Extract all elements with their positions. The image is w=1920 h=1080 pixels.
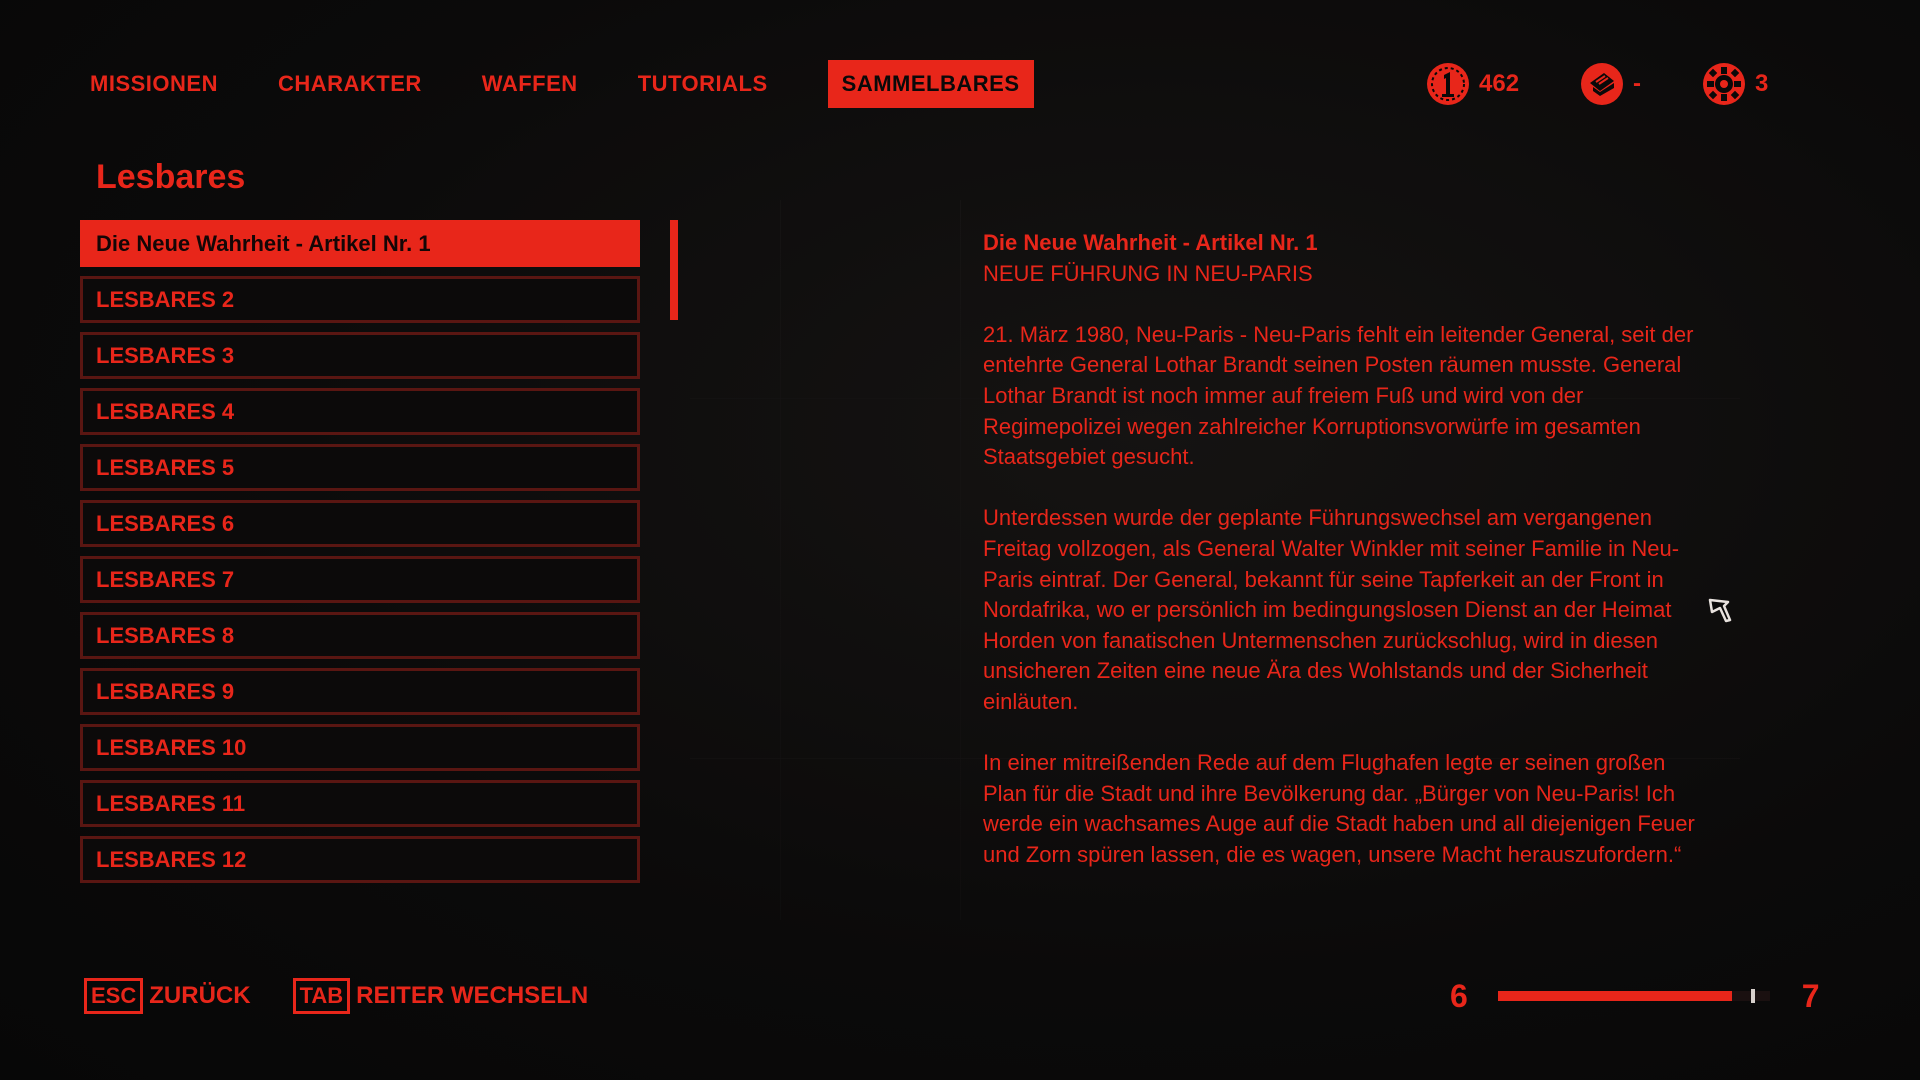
tab-waffen[interactable]: WAFFEN [481, 71, 578, 96]
list-item-readable-1[interactable]: Die Neue Wahrheit - Artikel Nr. 1 [80, 220, 640, 267]
article-paragraph: Unterdessen wurde der geplante Führungswechsel am vergangenen Freitag vollzogen, als General Walter Winkler mit seiner Familie in Neu-Paris eintraf. Der General, bekannt für seine Tapferkeit an der Front in Nordafrika, wo er persönlich im bedingungslosen Dienst an der Heimat Horden von fanatischen Untermenschen zurückschlug, wird in diesen unsicheren Zeiten eine neue Ära des Wohlstands und der Sicherheit einläuten. [983, 505, 1680, 714]
list-item-readable-6[interactable]: LESBARES 6 [80, 500, 640, 547]
upgrade-kit-icon [1579, 61, 1625, 107]
background-grid-line [780, 200, 781, 920]
xp-progress-fill [1498, 991, 1732, 1001]
top-tab-bar [76, 60, 1066, 108]
background-grid-line [960, 200, 961, 920]
gear-icon [1701, 61, 1747, 107]
article-panel [983, 228, 1703, 901]
upgrade-kit-counter [1579, 61, 1641, 107]
esc-key-badge[interactable]: ESC [84, 978, 143, 1014]
list-item-readable-7[interactable]: LESBARES 7 [80, 556, 640, 603]
tab-missionen[interactable]: MISSIONEN [90, 71, 218, 96]
perk-counter [1701, 61, 1768, 107]
next-level: 7 [1801, 977, 1820, 1014]
current-level: 6 [1450, 977, 1468, 1014]
list-item-readable-9[interactable]: LESBARES 9 [80, 668, 640, 715]
list-item-readable-2[interactable]: LESBARES 2 [80, 276, 640, 323]
list-item-readable-3[interactable]: LESBARES 3 [80, 332, 640, 379]
xp-progress-marker [1751, 989, 1755, 1003]
tab-sammelbares[interactable]: SAMMELBARES [828, 60, 1034, 108]
switch-tab-button[interactable]: REITER WECHSELN [356, 982, 589, 1009]
list-scrollbar[interactable] [670, 220, 678, 320]
tab-key-badge[interactable]: TAB [293, 978, 351, 1014]
list-item-readable-10[interactable]: LESBARES 10 [80, 724, 640, 771]
article-title: Die Neue Wahrheit - Artikel Nr. 1 [983, 230, 1318, 255]
footer-hints [84, 978, 630, 1014]
list-item-readable-5[interactable]: LESBARES 5 [80, 444, 640, 491]
mouse-cursor-icon [1708, 598, 1734, 624]
level-progress [1450, 976, 1820, 1016]
xp-progress-bar [1498, 991, 1770, 1001]
article-header [983, 228, 1703, 289]
article-paragraph: In einer mitreißenden Rede auf dem Flughafen legte er seinen großen Plan für die Stadt und ihre Bevölkerung dar. „Bürger von Neu-Paris! Ich werde ein wachsames Auge auf die Stadt haben und all diejenigen Feuer und Zorn spüren lassen, die es wagen, unsere Macht herauszufordern.“ [983, 750, 1695, 867]
perk-count: 3 [1755, 70, 1769, 97]
coin-count: 462 [1479, 70, 1520, 97]
article-subtitle: NEUE FÜHRUNG IN NEU-PARIS [983, 260, 1313, 286]
tab-charakter[interactable]: CHARAKTER [277, 71, 422, 96]
readables-list [80, 220, 640, 892]
list-item-readable-4[interactable]: LESBARES 4 [80, 388, 640, 435]
list-item-readable-8[interactable]: LESBARES 8 [80, 612, 640, 659]
resource-counters [1425, 58, 1828, 110]
tab-tutorials[interactable]: TUTORIALS [637, 71, 768, 96]
list-item-readable-12[interactable]: LESBARES 12 [80, 836, 640, 883]
article-paragraph: 21. März 1980, Neu-Paris - Neu-Paris fehlt ein leitender General, seit der entehrte General Lothar Brandt seinen Posten räumen musste. General Lothar Brandt ist noch immer auf freiem Fuß und wird von der Regimepolizei wegen zahlreicher Korruptionsvorwürfe im gesamten Staatsgebiet gesucht. [983, 321, 1694, 470]
back-button[interactable]: ZURÜCK [149, 982, 251, 1009]
list-item-readable-11[interactable]: LESBARES 11 [80, 780, 640, 827]
coin-counter [1425, 61, 1519, 107]
section-title: Lesbares [96, 158, 246, 196]
upgrade-kit-count: - [1633, 70, 1642, 97]
coin-icon [1425, 61, 1471, 107]
